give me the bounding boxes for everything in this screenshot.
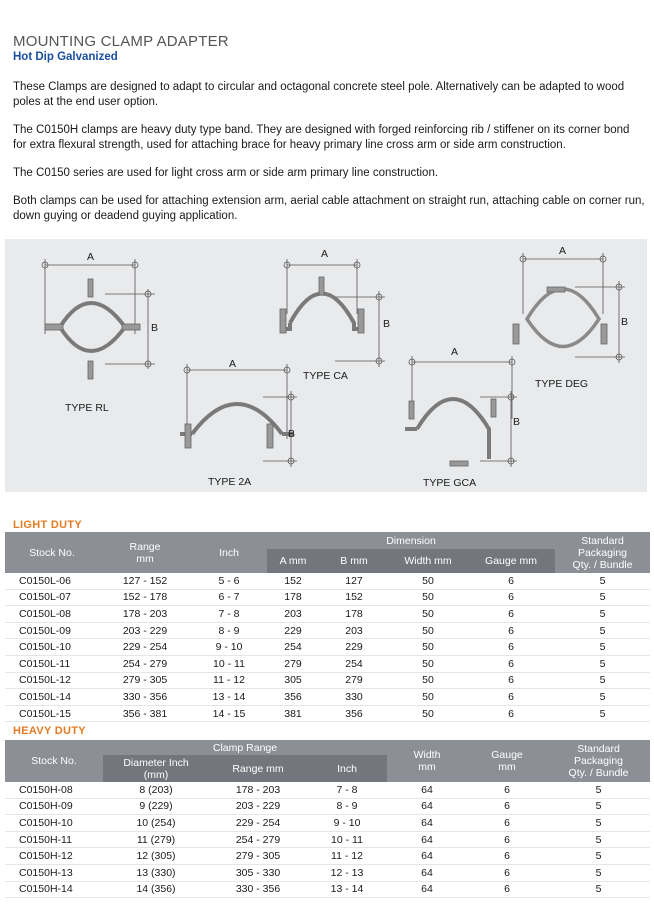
clamp-type-rl-drawing	[42, 259, 155, 379]
table-cell: C0150L-06	[5, 573, 99, 589]
type-deg-label: TYPE DEG	[535, 378, 589, 390]
table-cell: C0150L-10	[5, 639, 99, 656]
table-cell: 178 - 203	[99, 606, 191, 623]
table-cell: 64	[387, 815, 467, 832]
heavy-clamp-paragraph: The C0150H clamps are heavy duty type band. They are designed with forged reinforcing rib / stiffener on its corner bond for extra flexural strength, used for attaching brace for heavy primary line cross arm or side arm construction.	[13, 124, 630, 151]
table-cell: 13 (330)	[103, 864, 209, 881]
col-a: A mm	[267, 549, 319, 573]
table-cell: C0150H-11	[5, 831, 103, 848]
table-row	[5, 705, 650, 722]
table-cell: 229	[267, 622, 319, 639]
table-row	[5, 782, 650, 798]
type-2a-label: TYPE 2A	[208, 476, 252, 488]
type-rl-label: TYPE RL	[65, 402, 109, 414]
table-cell: 50	[389, 705, 467, 722]
table-cell: C0150H-09	[5, 798, 103, 815]
table-cell: C0150L-11	[5, 655, 99, 672]
table-cell: 64	[387, 831, 467, 848]
table-cell: 5	[555, 655, 650, 672]
table-cell: 356	[319, 705, 389, 722]
table-cell: 50	[389, 672, 467, 689]
table-cell: 5	[547, 831, 650, 848]
page-subtitle: Hot Dip Galvanized	[13, 51, 118, 63]
table-cell: C0150L-12	[5, 672, 99, 689]
table-cell: 203	[319, 622, 389, 639]
table-cell: 229 - 254	[99, 639, 191, 656]
light-clamp-paragraph: The C0150 series are used for light cross arm or side arm primary line construction.	[13, 167, 439, 179]
table-cell: 50	[389, 606, 467, 623]
table-cell: 330 - 356	[99, 689, 191, 706]
table-cell: 178 - 203	[209, 782, 307, 798]
table-cell: 6	[467, 589, 555, 606]
col-b: B mm	[319, 549, 389, 573]
col-range: Range mm	[99, 532, 191, 573]
table-cell: 6	[467, 655, 555, 672]
heavy-duty-heading: HEAVY DUTY	[13, 725, 86, 737]
table-cell: 5	[547, 815, 650, 832]
clamp-diagram	[5, 239, 647, 492]
table-cell: 6	[467, 881, 547, 898]
table-row	[5, 689, 650, 706]
table-row	[5, 655, 650, 672]
table-cell: 64	[387, 782, 467, 798]
intro-paragraph: These Clamps are designed to adapt to circular and octagonal concrete steel pole. Alternatively can be adapted to wood poles at the end user option.	[13, 81, 625, 108]
table-cell: 279	[267, 655, 319, 672]
table-row	[5, 798, 650, 815]
table-cell: 6	[467, 864, 547, 881]
table-row	[5, 672, 650, 689]
table-cell: 330 - 356	[209, 881, 307, 898]
table-cell: 178	[267, 589, 319, 606]
table-cell: 203 - 229	[209, 798, 307, 815]
table-cell: 6	[467, 705, 555, 722]
col-width: Width mm	[389, 549, 467, 573]
table-cell: 6	[467, 831, 547, 848]
table-cell: 6	[467, 815, 547, 832]
table-cell: 254	[319, 655, 389, 672]
col-inch: Inch	[307, 755, 387, 782]
table-row	[5, 589, 650, 606]
table-cell: 64	[387, 864, 467, 881]
col-gauge: Gauge mm	[467, 740, 547, 782]
table-cell: 6	[467, 672, 555, 689]
col-stock: Stock No.	[5, 532, 99, 573]
table-cell: 9 - 10	[191, 639, 267, 656]
table-row	[5, 622, 650, 639]
deg-dim-a-label: A	[559, 245, 567, 257]
table-cell: 229	[319, 639, 389, 656]
gca-dim-a-label: A	[451, 346, 459, 358]
col-clamp-range: Clamp Range	[103, 740, 387, 755]
col-dimension: Dimension	[267, 532, 555, 549]
table-row	[5, 815, 650, 832]
col-diameter: Diameter Inch (mm)	[103, 755, 209, 782]
table-cell: 5	[555, 705, 650, 722]
table-cell: 6	[467, 573, 555, 589]
table-cell: 64	[387, 798, 467, 815]
clamp-type-2a-drawing	[180, 364, 297, 467]
col-packaging: Standard Packaging Qty. / Bundle	[547, 740, 650, 782]
type-gca-label: TYPE GCA	[423, 477, 477, 489]
table-cell: 5	[547, 798, 650, 815]
rl-dim-a-label: A	[87, 251, 95, 263]
table-cell: C0150H-10	[5, 815, 103, 832]
table-cell: C0150H-13	[5, 864, 103, 881]
table-cell: C0150H-14	[5, 881, 103, 898]
table-cell: 13 - 14	[191, 689, 267, 706]
table-cell: 7 - 8	[191, 606, 267, 623]
table-cell: 5	[555, 622, 650, 639]
table-cell: 6	[467, 782, 547, 798]
table-cell: 229 - 254	[209, 815, 307, 832]
2a-dim-a-label: A	[229, 358, 237, 370]
table-cell: 10 (254)	[103, 815, 209, 832]
table-row	[5, 881, 650, 898]
table-cell: 6 - 7	[191, 589, 267, 606]
table-cell: 127 - 152	[99, 573, 191, 589]
table-cell: 11 - 12	[191, 672, 267, 689]
table-row	[5, 573, 650, 589]
deg-dim-b-label: B	[621, 316, 629, 328]
light-duty-table	[5, 532, 650, 722]
clamp-type-deg-drawing	[513, 253, 625, 363]
gca-dim-b-label: B	[513, 416, 521, 428]
table-cell: 152	[267, 573, 319, 589]
clamp-types-figure	[5, 239, 647, 492]
table-cell: 279	[319, 672, 389, 689]
table-cell: 50	[389, 589, 467, 606]
type-ca-label: TYPE CA	[303, 370, 348, 382]
table-cell: 127	[319, 573, 389, 589]
table-cell: 9 (229)	[103, 798, 209, 815]
table-row	[5, 639, 650, 656]
table-cell: 5	[555, 606, 650, 623]
table-cell: 152 - 178	[99, 589, 191, 606]
table-cell: 6	[467, 622, 555, 639]
table-cell: 50	[389, 655, 467, 672]
table-cell: 279 - 305	[209, 848, 307, 865]
table-cell: 9 - 10	[307, 815, 387, 832]
table-cell: 8 (203)	[103, 782, 209, 798]
table-row	[5, 831, 650, 848]
light-duty-heading: LIGHT DUTY	[13, 519, 82, 531]
table-row	[5, 848, 650, 865]
table-cell: C0150L-14	[5, 689, 99, 706]
table-cell: 254 - 279	[209, 831, 307, 848]
table-cell: C0150H-08	[5, 782, 103, 798]
table-cell: 10 - 11	[191, 655, 267, 672]
table-cell: 5	[555, 689, 650, 706]
col-packaging: Standard Packaging Qty. / Bundle	[555, 532, 650, 573]
table-cell: 5	[547, 848, 650, 865]
table-row	[5, 606, 650, 623]
table-cell: 279 - 305	[99, 672, 191, 689]
table-cell: 64	[387, 881, 467, 898]
table-cell: 5	[555, 573, 650, 589]
col-inch: Inch	[191, 532, 267, 573]
heavy-duty-table	[5, 740, 650, 898]
table-cell: 64	[387, 848, 467, 865]
table-cell: C0150H-12	[5, 848, 103, 865]
table-cell: 5	[555, 589, 650, 606]
col-width: Width mm	[387, 740, 467, 782]
table-cell: 50	[389, 689, 467, 706]
table-cell: C0150L-07	[5, 589, 99, 606]
col-stock: Stock No.	[5, 740, 103, 782]
table-cell: 14 - 15	[191, 705, 267, 722]
table-cell: 203 - 229	[99, 622, 191, 639]
ca-dim-a-label: A	[321, 248, 329, 260]
table-cell: 203	[267, 606, 319, 623]
table-row	[5, 864, 650, 881]
col-range-mm: Range mm	[209, 755, 307, 782]
table-cell: C0150L-15	[5, 705, 99, 722]
table-cell: 12 (305)	[103, 848, 209, 865]
table-cell: 12 - 13	[307, 864, 387, 881]
table-cell: 5	[547, 881, 650, 898]
table-cell: 50	[389, 622, 467, 639]
table-cell: 5	[547, 782, 650, 798]
table-cell: 50	[389, 573, 467, 589]
2a-dim-b-label: B	[288, 428, 296, 440]
table-cell: 14 (356)	[103, 881, 209, 898]
table-cell: 6	[467, 848, 547, 865]
table-cell: 6	[467, 606, 555, 623]
table-cell: 11 (279)	[103, 831, 209, 848]
table-cell: 50	[389, 639, 467, 656]
table-cell: 5 - 6	[191, 573, 267, 589]
table-cell: 6	[467, 798, 547, 815]
clamp-type-ca-drawing	[280, 259, 385, 367]
table-cell: 152	[319, 589, 389, 606]
table-cell: 5	[547, 864, 650, 881]
table-cell: 356	[267, 689, 319, 706]
usage-paragraph: Both clamps can be used for attaching extension arm, aerial cable attachment on straight run, attaching cable on corner run, down guying or deadend guying application.	[13, 195, 645, 222]
table-cell: 10 - 11	[307, 831, 387, 848]
table-cell: 13 - 14	[307, 881, 387, 898]
table-cell: 7 - 8	[307, 782, 387, 798]
col-gauge: Gauge mm	[467, 549, 555, 573]
page-title: MOUNTING CLAMP ADAPTER	[13, 33, 229, 50]
table-cell: 6	[467, 639, 555, 656]
clamp-type-gca-drawing	[405, 356, 517, 467]
table-cell: 305 - 330	[209, 864, 307, 881]
table-cell: 11 - 12	[307, 848, 387, 865]
table-cell: 8 - 9	[307, 798, 387, 815]
rl-dim-b-label: B	[151, 322, 159, 334]
ca-dim-b-label: B	[383, 318, 391, 330]
table-cell: 356 - 381	[99, 705, 191, 722]
table-cell: 5	[555, 672, 650, 689]
table-cell: 6	[467, 689, 555, 706]
table-cell: 254 - 279	[99, 655, 191, 672]
table-cell: 305	[267, 672, 319, 689]
table-cell: C0150L-09	[5, 622, 99, 639]
table-cell: 254	[267, 639, 319, 656]
table-cell: 330	[319, 689, 389, 706]
table-cell: 8 - 9	[191, 622, 267, 639]
table-cell: 5	[555, 639, 650, 656]
table-cell: 381	[267, 705, 319, 722]
table-cell: C0150L-08	[5, 606, 99, 623]
table-cell: 178	[319, 606, 389, 623]
